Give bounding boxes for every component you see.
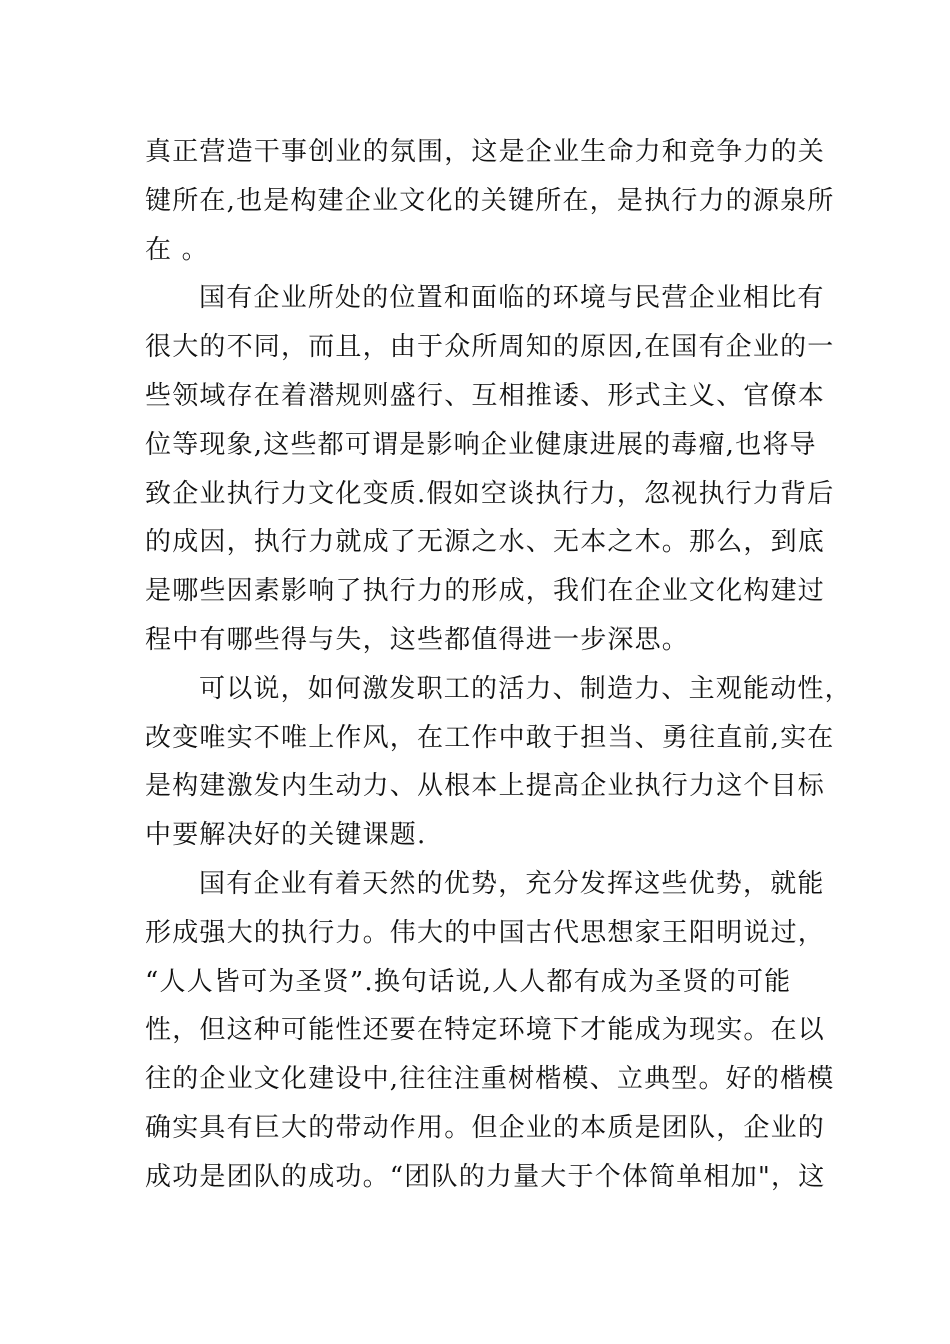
- text-line: 往的企业文化建设中,往往注重树楷模、立典型。好的楷模: [145, 1064, 835, 1095]
- text-line: 些领域存在着潜规则盛行、互相推诿、形式主义、官僚本: [145, 380, 826, 411]
- text-line: 确实具有巨大的带动作用。但企业的本质是团队，企业的: [145, 1112, 826, 1143]
- text-line: 形成强大的执行力。伟大的中国古代思想家王阳明说过，: [145, 917, 826, 948]
- text-line: 键所在,也是构建企业文化的关键所在，是执行力的源泉所: [145, 185, 835, 216]
- text-line: 性，但这种可能性还要在特定环境下才能成为现实。在以: [145, 1015, 826, 1046]
- text-line: 改变唯实不唯上作风，在工作中敢于担当、勇往直前,实在: [145, 722, 835, 753]
- text-line: 致企业执行力文化变质.假如空谈执行力，忽视执行力背后: [145, 478, 835, 509]
- text-line: 程中有哪些得与失，这些都值得进一步深思。: [145, 624, 690, 655]
- text-line: 在 。: [145, 234, 209, 265]
- text-line: 成功是团队的成功。“团队的力量大于个体简单相加"，这: [145, 1161, 826, 1192]
- text-line: “人人皆可为圣贤”.换句话说,人人都有成为圣贤的可能: [145, 966, 792, 997]
- paragraph-start-line: 国有企业有着天然的优势，充分发挥这些优势，就能: [199, 868, 825, 899]
- text-line: 很大的不同，而且，由于众所周知的原因,在国有企业的一: [145, 332, 835, 363]
- text-line: 位等现象,这些都可谓是影响企业健康进展的毒瘤,也将导: [145, 429, 817, 460]
- text-line: 中要解决好的关键课题.: [145, 820, 427, 851]
- text-line: 的成因，执行力就成了无源之水、无本之木。那么，到底: [145, 527, 826, 558]
- text-line: 真正营造干事创业的氛围，这是企业生命力和竞争力的关: [145, 137, 826, 167]
- paragraph-start-line: 可以说，如何激发职工的活力、制造力、主观能动性，: [199, 673, 852, 704]
- body-text: [145, 128, 852, 1202]
- text-line: 是哪些因素影响了执行力的形成，我们在企业文化构建过: [145, 576, 826, 607]
- text-line: 是构建激发内生动力、从根本上提高企业执行力这个目标: [145, 771, 826, 802]
- paragraph-start-line: 国有企业所处的位置和面临的环境与民营企业相比有: [199, 283, 825, 314]
